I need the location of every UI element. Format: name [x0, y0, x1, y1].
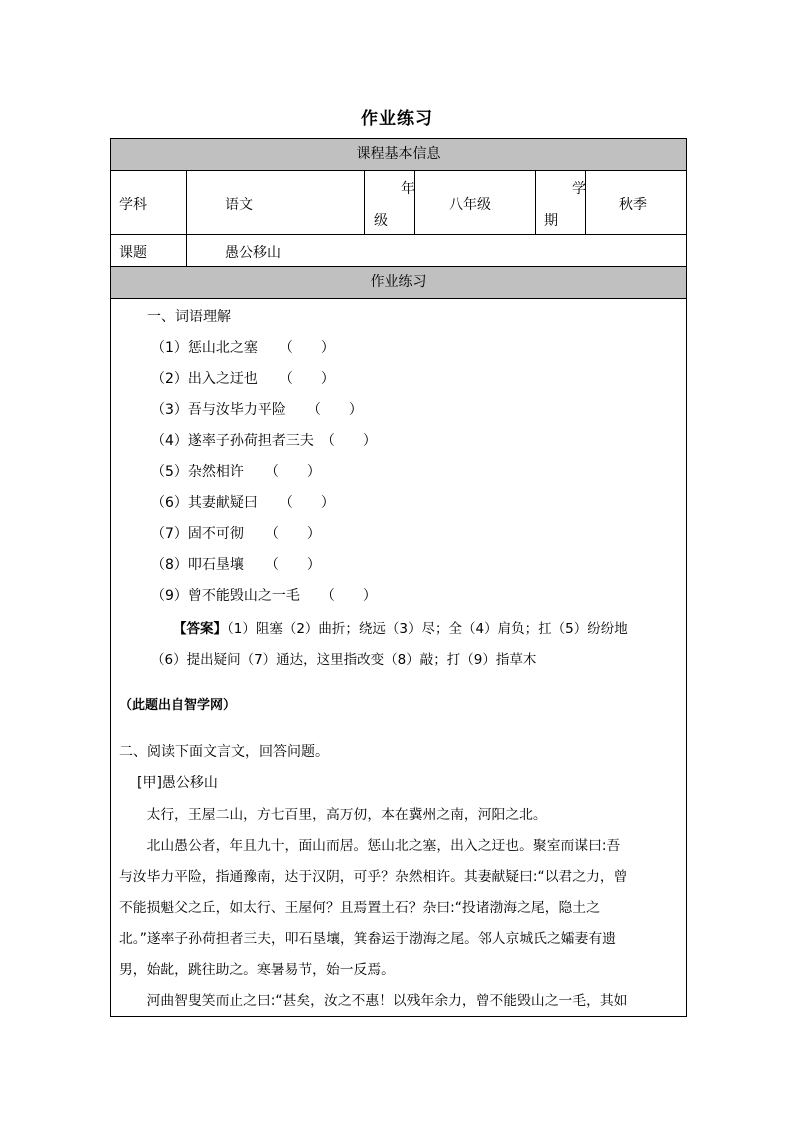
vocab-item: （9）曾不能毁山之一毛 （ ） [151, 588, 377, 604]
answer-line-1 [173, 617, 628, 637]
col-divider [186, 170, 187, 266]
exercise-body [111, 298, 686, 1017]
vocab-item: （1）惩山北之塞 （ ） [151, 340, 335, 356]
term-label-top: 学 [572, 181, 586, 197]
passage-line: 太行，王屋二山，方七百里，高万仞，本在冀州之南，河阳之北。 [119, 807, 547, 823]
answer-line-2: （6）提出疑问（7）通达，这里指改变（8）敲；打（9）指草木 [151, 652, 537, 668]
topic-label: 课题 [119, 245, 147, 261]
grade-label-bottom: 级 [374, 213, 388, 229]
answer-text-1: （1）阻塞（2）曲折；绕远（3）尽；全（4）肩负；扛（5）纷纷地 [227, 621, 628, 637]
grade-value: 八年级 [449, 197, 491, 213]
subject-value: 语文 [225, 197, 253, 213]
vocab-item: （6）其妻献疑曰 （ ） [151, 495, 335, 511]
answer-label: 【答案】 [173, 621, 227, 637]
passage-line: 河曲智叟笑而止之曰:“甚矣，汝之不惠！以残年余力，曾不能毁山之一毛，其如 [119, 993, 628, 1009]
passage-title: [甲]愚公移山 [137, 775, 218, 791]
vocab-item: （8）叩石垦壤 （ ） [151, 557, 321, 573]
topic-value: 愚公移山 [225, 245, 281, 261]
vocab-item: （5）杂然相许 （ ） [151, 464, 321, 480]
col-divider [535, 170, 536, 234]
section1-heading: 一、词语理解 [147, 309, 231, 325]
source-note: （此题出自智学网） [119, 698, 237, 713]
passage-line: 北山愚公者，年且九十，面山而居。惩山北之塞，出入之迂也。聚室而谋曰:吾 [119, 838, 621, 854]
info-header: 课程基本信息 [111, 139, 686, 171]
page-title: 作业练习 [361, 109, 433, 129]
term-label-bottom: 期 [544, 213, 558, 229]
worksheet-table [110, 138, 687, 1017]
row-divider [111, 234, 686, 235]
vocab-item: （3）吾与汝毕力平险 （ ） [151, 402, 363, 418]
subject-label: 学科 [119, 197, 147, 213]
vocab-item: （2）出入之迂也 （ ） [151, 371, 335, 387]
vocab-item: （7）固不可彻 （ ） [151, 526, 321, 542]
term-value: 秋季 [619, 197, 647, 213]
passage-line: 北。”遂率子孙荷担者三夫，叩石垦壤，箕畚运于渤海之尾。邻人京城氏之孀妻有遗 [119, 931, 616, 947]
section2-heading: 二、阅读下面文言文，回答问题。 [119, 744, 329, 760]
exercise-header: 作业练习 [111, 266, 686, 299]
passage-line: 不能损魁父之丘，如太行、王屋何？且焉置土石？杂曰:“投诸渤海之尾，隐土之 [119, 900, 600, 916]
passage-line: 男，始龀，跳往助之。寒暑易节，始一反焉。 [119, 962, 395, 978]
grade-label-top: 年 [401, 181, 415, 197]
vocab-item: （4）遂率子孙荷担者三夫 （ ） [151, 433, 377, 449]
col-divider [364, 170, 365, 234]
passage-line: 与汝毕力平险，指通豫南，达于汉阴，可乎？杂然相许。其妻献疑曰:“以君之力，曾 [119, 869, 628, 885]
